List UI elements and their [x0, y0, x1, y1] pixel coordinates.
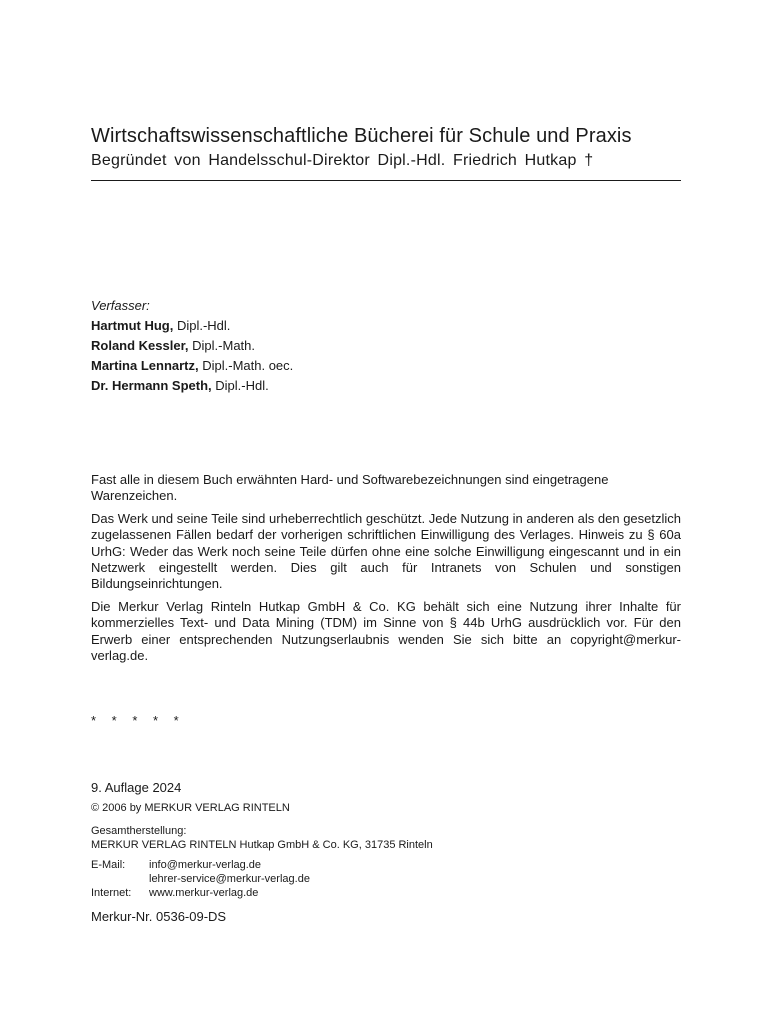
- email-row: [91, 858, 310, 872]
- email-value: lehrer-service@merkur-verlag.de: [149, 873, 310, 885]
- header-divider: [91, 180, 681, 181]
- copyright-line: © 2006 by MERKUR VERLAG RINTELN: [91, 802, 290, 814]
- author-name: Martina Lennartz,: [91, 358, 199, 373]
- author-entry: [91, 356, 681, 376]
- email-value: info@merkur-verlag.de: [149, 859, 262, 871]
- merkur-number: Merkur-Nr. 0536-09-DS: [91, 909, 227, 924]
- author-entry: [91, 336, 681, 356]
- authors-block: [91, 296, 681, 396]
- production-label: Gesamtherstellung:: [91, 825, 187, 837]
- trademark-notice: Fast alle in diesem Buch erwähnten Hard- und Softwarebezeichnungen sind eingetragene Warenzeichen.: [91, 472, 609, 504]
- author-degree: Dipl.-Math.: [188, 338, 256, 353]
- email-row: [91, 872, 310, 886]
- internet-row: [91, 886, 310, 900]
- legal-notices: [91, 472, 681, 670]
- contact-table: [91, 858, 310, 900]
- tdm-notice: Die Merkur Verlag Rinteln Hutkap GmbH & Co. KG behält sich eine Nutzung ihrer Inhalte für kommerzielles Text- und Data Mining (TDM) im Sinne von § 44b UrhG ausdrücklich vor. Für den Erwerb einer entsprechenden Nutzungserlaubnis wenden Sie sich bitte an copyright@merkur-verlag.de.: [91, 598, 681, 664]
- author-entry: [91, 376, 681, 396]
- author-degree: Dipl.-Hdl.: [211, 378, 269, 393]
- authors-label: Verfasser:: [91, 298, 150, 313]
- author-name: Hartmut Hug,: [91, 318, 174, 333]
- author-entry: [91, 316, 681, 336]
- author-name: Roland Kessler,: [91, 338, 189, 353]
- email-label: E-Mail:: [91, 859, 126, 871]
- series-title: Wirtschaftswissenschaftliche Bücherei für Schule und Praxis: [91, 125, 632, 147]
- copyright-protection-notice: Das Werk und seine Teile sind urheberrechtlich geschützt. Jede Nutzung in anderen als den gesetzlich zugelassenen Fällen bedarf der vorherigen schriftlichen Einwilligung des Verlages. Hinweis zu § 60a UrhG: Weder das Werk noch seine Teile dürfen ohne eine solche Einwilligung eingescannt und in ein Netzwerk eingestellt werden. Dies gilt auch für Intranets von Schulen und sonstigen Bildungseinrichtungen.: [91, 510, 681, 592]
- production-value: MERKUR VERLAG RINTELN Hutkap GmbH & Co. KG, 31735 Rinteln: [91, 839, 433, 851]
- author-name: Dr. Hermann Speth,: [91, 378, 212, 393]
- internet-label: Internet:: [91, 887, 132, 899]
- author-degree: Dipl.-Math. oec.: [198, 358, 294, 373]
- production-block: [91, 824, 433, 852]
- author-degree: Dipl.-Hdl.: [173, 318, 231, 333]
- internet-value: www.merkur-verlag.de: [149, 887, 259, 899]
- founder-line: Begründet von Handelsschul-Direktor Dipl.-Hdl. Friedrich Hutkap †: [91, 152, 594, 169]
- section-separator: * * * * *: [91, 713, 179, 728]
- edition-line: 9. Auflage 2024: [91, 780, 182, 795]
